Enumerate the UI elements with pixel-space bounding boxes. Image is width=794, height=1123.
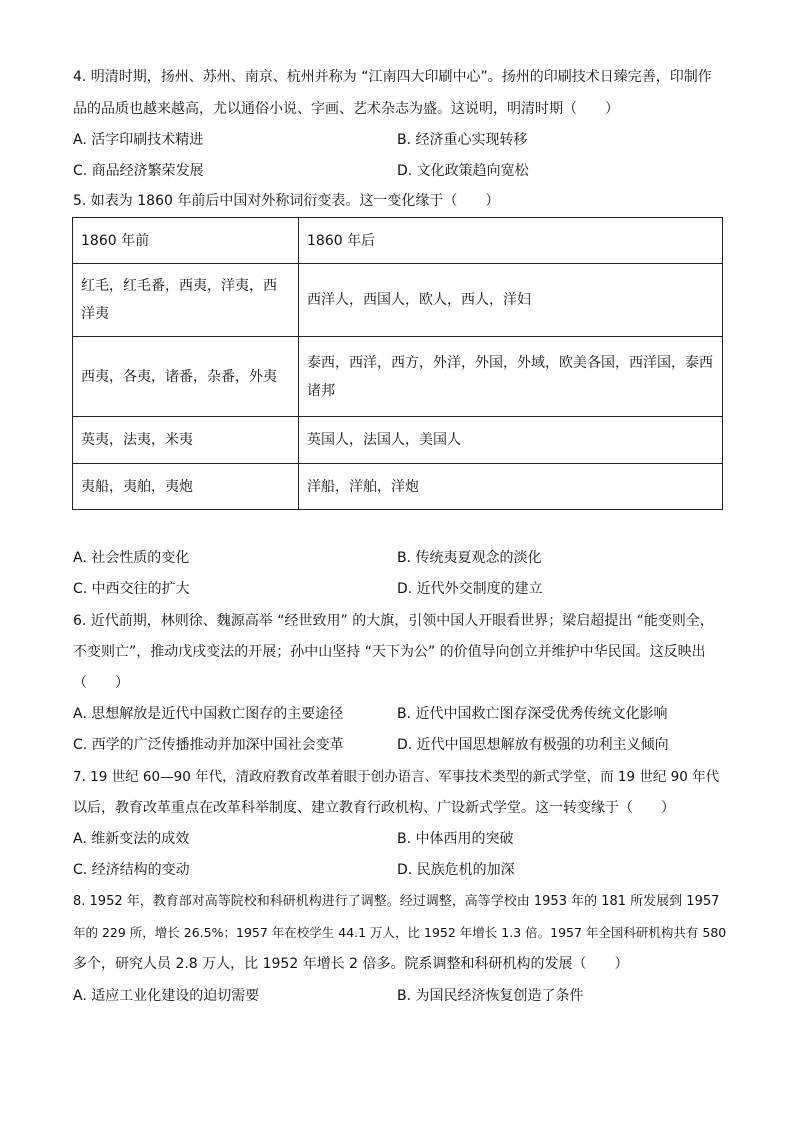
- table-cell: 西夷，各夷，诸番，杂番，外夷: [73, 337, 299, 417]
- table-header-cell: 1860 年后: [299, 218, 723, 264]
- table-cell: 西洋人，西国人，欧人，西人，洋妇: [299, 264, 723, 337]
- q4-option-c: C. 商品经济繁荣发展: [73, 163, 204, 179]
- q5-option-a: A. 社会性质的变化: [73, 550, 190, 566]
- q6-stem-line1: 6. 近代前期，林则徐、魏源高举 “经世致用” 的大旗，引领中国人开眼看世界；梁启超提出 “能变则全，: [73, 613, 714, 629]
- q8-option-b: B. 为国民经济恢复创造了条件: [397, 988, 584, 1004]
- q7-option-c: C. 经济结构的变动: [73, 862, 190, 878]
- q7-stem-line2: 以后，教育改革重点在改革科举制度、建立教育行政机构、广设新式学堂。这一转变缘于（ ）: [73, 800, 675, 816]
- q5-option-c: C. 中西交往的扩大: [73, 581, 190, 597]
- q5-stem: 5. 如表为 1860 年前后中国对外称词衍变表。这一变化缘于（ ）: [73, 193, 500, 209]
- q4-option-a: A. 活字印刷技术精进: [73, 132, 204, 148]
- table-cell: 英国人，法国人，美国人: [299, 417, 723, 464]
- table-cell: 夷船，夷舶，夷炮: [73, 464, 299, 510]
- q5-option-b: B. 传统夷夏观念的淡化: [397, 550, 542, 566]
- table-cell: 英夷，法夷，米夷: [73, 417, 299, 464]
- table-row: [73, 464, 723, 510]
- q7-option-d: D. 民族危机的加深: [397, 862, 515, 878]
- q6-stem-line2: 不变则亡”，推动戊戌变法的开展；孙中山坚持 “天下为公” 的价值导向创立并维护中华民国。这反映出: [73, 644, 706, 660]
- q7-option-b: B. 中体西用的突破: [397, 831, 514, 847]
- q7-option-a: A. 维新变法的成效: [73, 831, 190, 847]
- q4-stem-line2: 品的品质也越来越高，尤以通俗小说、字画、艺术杂志为盛。这说明，明清时期（ ）: [73, 101, 619, 117]
- q5-table: [72, 217, 723, 510]
- table-cell: 红毛，红毛番，西夷，洋夷，西洋夷: [73, 264, 299, 337]
- q6-option-c: C. 西学的广泛传播推动并加深中国社会变革: [73, 737, 344, 753]
- table-header-cell: 1860 年前: [73, 218, 299, 264]
- q7-stem-line1: 7. 19 世纪 60—90 年代，清政府教育改革着眼于创办语言、军事技术类型的新式学堂，而 19 世纪 90 年代: [73, 769, 720, 785]
- table-row: [73, 337, 723, 417]
- table-cell: 洋船，洋舶，洋炮: [299, 464, 723, 510]
- table-header-row: [73, 218, 723, 264]
- q4-stem-line1: 4. 明清时期，扬州、苏州、南京、杭州并称为 “江南四大印刷中心”。扬州的印刷技术日臻完善，印制作: [73, 69, 712, 85]
- q8-stem-line3: 多个，研究人员 2.8 万人，比 1952 年增长 2 倍多。院系调整和科研机构的发展（ ）: [73, 956, 629, 972]
- q6-stem-line3: （ ）: [73, 675, 129, 691]
- q4-option-d: D. 文化政策趋向宽松: [397, 163, 529, 179]
- q8-option-a: A. 适应工业化建设的迫切需要: [73, 988, 260, 1004]
- table-row: [73, 264, 723, 337]
- q6-option-a: A. 思想解放是近代中国救亡图存的主要途径: [73, 706, 344, 722]
- q6-option-b: B. 近代中国救亡图存深受优秀传统文化影响: [397, 706, 668, 722]
- q5-option-d: D. 近代外交制度的建立: [397, 581, 543, 597]
- table-row: [73, 417, 723, 464]
- table-cell: 泰西，西洋，西方，外洋，外国，外域，欧美各国，西洋国，泰西诸邦: [299, 337, 723, 417]
- q8-stem-line2: 年的 229 所，增长 26.5%；1957 年在校学生 44.1 万人，比 1952 年增长 1.3 倍。1957 年全国科研机构共有 580: [73, 925, 727, 940]
- q6-option-d: D. 近代中国思想解放有极强的功利主义倾向: [397, 737, 669, 753]
- q8-stem-line1: 8. 1952 年，教育部对高等院校和科研机构进行了调整。经过调整，高等学校由 1953 年的 181 所发展到 1957: [73, 894, 720, 909]
- q4-option-b: B. 经济重心实现转移: [397, 132, 528, 148]
